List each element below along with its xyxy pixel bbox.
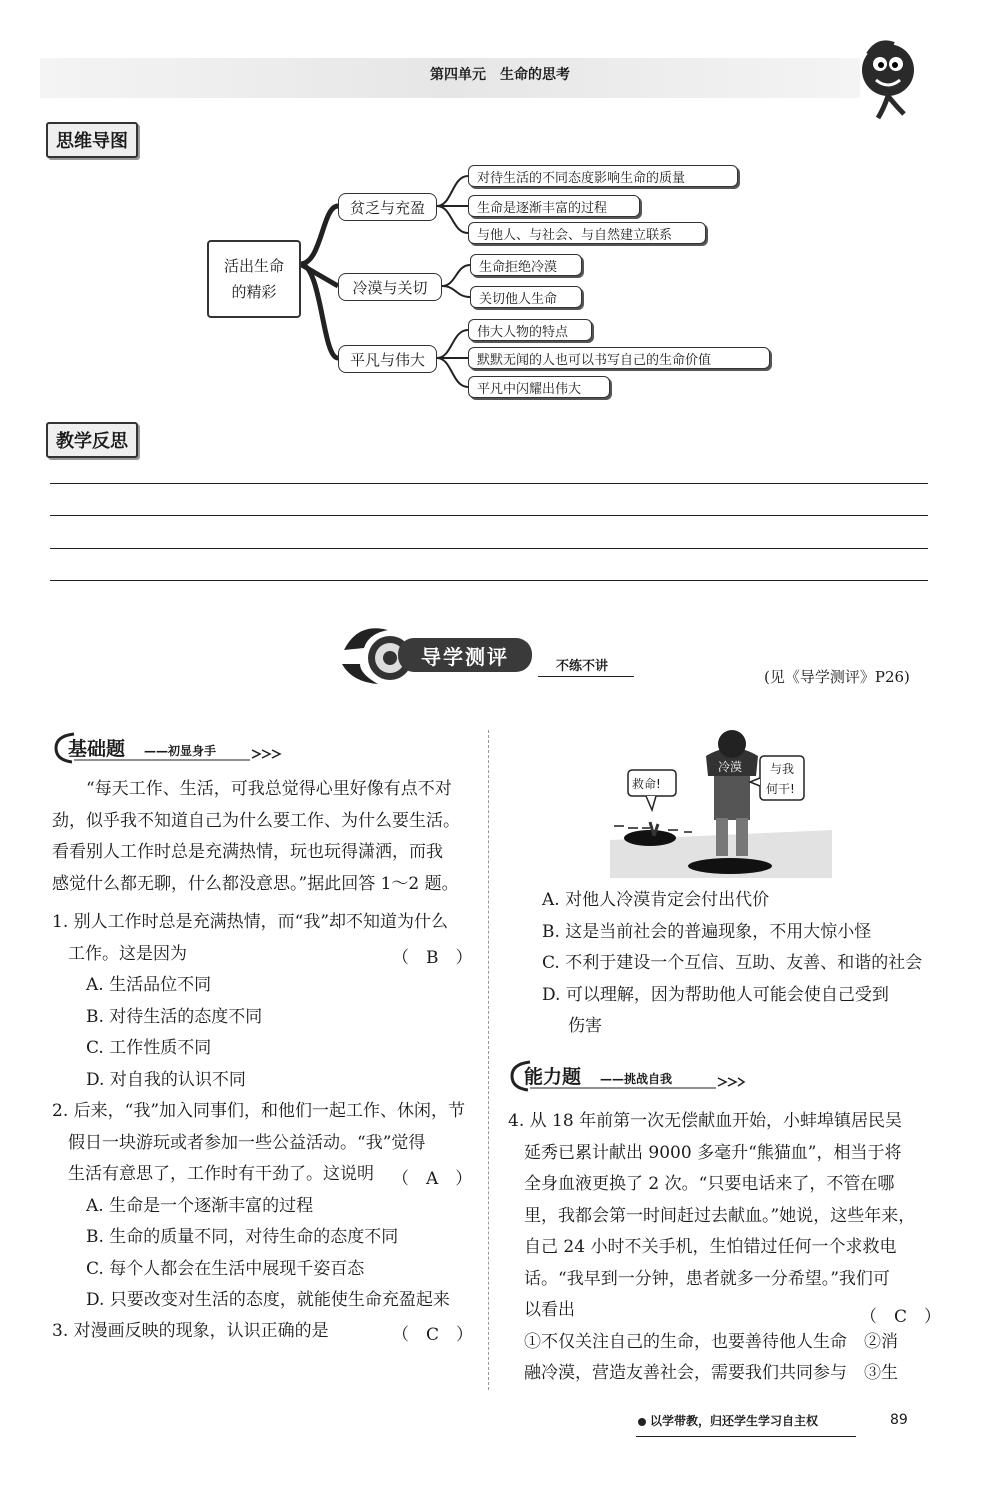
- q1-option: B. 对待生活的态度不同: [86, 1006, 263, 1027]
- cartoon-illustration: [610, 730, 832, 878]
- q4-stem-line: 4. 从 18 年前第一次无偿献血开始，小蚌埠镇居民吴: [508, 1111, 903, 1131]
- footer-rule: [636, 1436, 856, 1437]
- reflection-tag: 教学反思: [46, 422, 138, 458]
- mindmap-leaf: 平凡中闪耀出伟大: [468, 376, 610, 398]
- basic-header: [52, 730, 292, 764]
- q3-answer: （ C ）: [392, 1325, 474, 1345]
- reflection-line: [50, 580, 928, 581]
- q4-option-line: ①不仅关注自己的生命，也要善待他人生命 ②消: [524, 1331, 898, 1352]
- mindmap-root-label: 活出生命的精彩: [223, 257, 284, 301]
- mindmap-branch: [338, 345, 437, 373]
- column-divider: [488, 730, 489, 1390]
- mindmap-leaf: 关切他人生命: [470, 286, 582, 308]
- ability-header: [508, 1058, 748, 1092]
- q2-option: A. 生命是一个逐渐丰富的过程: [86, 1195, 314, 1216]
- question-3-stem: [52, 1316, 472, 1348]
- cartoon-reply-bubble-line: 何干!: [766, 782, 795, 796]
- q4-stem-line: 延秀已累计献出 9000 多毫升“熊猫血”，相当于将: [524, 1142, 902, 1163]
- mindmap-leaf: 生命拒绝冷漠: [470, 254, 582, 276]
- question-4: [508, 1106, 942, 1390]
- q4-answer: （ C ）: [860, 1307, 942, 1327]
- footer-slogan: 以学带教，归还学生学习自主权: [650, 1414, 819, 1428]
- branch-label: 平凡与伟大: [349, 350, 425, 369]
- q1-option: C. 工作性质不同: [86, 1038, 212, 1058]
- q3-stem: 3. 对漫画反映的现象，认识正确的是: [52, 1321, 329, 1341]
- question-2: [52, 1096, 472, 1317]
- banner-title-box: [398, 638, 532, 672]
- q4-stem-line: 全身血液更换了 2 次。“只要电话来了，不管在哪: [524, 1174, 895, 1194]
- footer-bullet-icon: [638, 1418, 646, 1426]
- q3-option: D. 可以理解，因为帮助他人可能会使自己受到: [542, 984, 889, 1005]
- q4-option-line: 融冷漠，营造友善社会，需要我们共同参与 ③生: [524, 1363, 898, 1383]
- intro-line: 劲，似乎我不知道自己为什么要工作、为什么要生活。: [52, 810, 460, 831]
- reflection-line: [50, 515, 928, 516]
- intro-line: 看看别人工作时总是充满热情，玩也玩得潇洒，而我: [52, 842, 443, 862]
- mindmap-branch: [338, 273, 442, 301]
- basic-subtitle: ——初显身手: [144, 744, 217, 758]
- q2-option: D. 只要改变对生活的态度，就能使生命充盈起来: [86, 1290, 450, 1310]
- q4-stem-line: 自己 24 小时不关手机，生怕错过任何一个求救电: [524, 1237, 897, 1257]
- ability-title: 能力题: [524, 1066, 582, 1088]
- mindmap-leaf: 伟大人物的特点: [468, 319, 592, 341]
- q4-stem-line: 话。“我早到一分钟，患者就多一分希望。”我们可: [524, 1268, 890, 1289]
- mindmap-leaf: 与他人、与社会、与自然建立联系: [468, 222, 706, 244]
- reflection-line: [50, 483, 928, 484]
- reflection-line: [50, 548, 928, 549]
- q4-stem-line: 以看出: [524, 1300, 575, 1320]
- banner-subtitle: 不练不讲: [556, 659, 609, 674]
- q2-stem-line: 生活有意思了，工作时有干劲了。这说明: [68, 1164, 374, 1184]
- branch-label: 贫乏与充盈: [349, 198, 425, 217]
- mindmap-root: [207, 240, 301, 318]
- q1-answer: （ B ）: [392, 948, 473, 968]
- ability-subtitle: ——挑战自我: [600, 1072, 673, 1086]
- q1-stem-line: 工作。这是因为: [68, 943, 187, 964]
- branch-label: 冷漠与关切: [352, 278, 428, 297]
- cartoon-bag-label: 冷漠: [718, 760, 743, 774]
- mindmap-tag: 思维导图: [46, 122, 138, 158]
- basic-title: 基础题: [68, 738, 126, 760]
- q2-stem-line: 假日一块游玩或者参加一些公益活动。“我”觉得: [68, 1132, 426, 1153]
- q2-option: C. 每个人都会在生活中展现千姿百态: [86, 1258, 365, 1279]
- banner-underline: [538, 676, 634, 677]
- banner-reference: (见《导学测评》P26): [764, 668, 910, 686]
- page-number: 89: [890, 1412, 908, 1428]
- q2-option: B. 生命的质量不同，对待生命的态度不同: [86, 1227, 399, 1247]
- q1-option: D. 对自我的认识不同: [86, 1069, 246, 1090]
- q3-option: B. 这是当前社会的普遍现象，不用大惊小怪: [542, 921, 872, 942]
- intro-line: 感觉什么都无聊，什么都没意思。”据此回答 1～2 题。: [52, 873, 459, 894]
- q3-option: A. 对他人冷漠肯定会付出代价: [542, 890, 770, 910]
- basic-intro: [52, 774, 460, 900]
- question-3-options: [542, 885, 942, 1043]
- mindmap-branch: [338, 193, 437, 221]
- mindmap-leaf: 对待生活的不同态度影响生命的质量: [468, 165, 738, 187]
- cartoon-help-bubble: 救命!: [632, 777, 661, 791]
- q1-option: A. 生活品位不同: [86, 975, 212, 995]
- q4-stem-line: 里，我都会第一时间赶过去献血。”她说，这些年来，: [524, 1205, 916, 1226]
- page-header-title: 第四单元 生命的思考: [430, 67, 570, 83]
- mindmap-leaf: 生命是逐渐丰富的过程: [468, 195, 640, 217]
- q1-stem-line: 1. 别人工作时总是充满热情，而“我”却不知道为什么: [52, 912, 449, 932]
- q2-answer: （ A ）: [392, 1169, 473, 1189]
- mindmap-leaf: 默默无闻的人也可以书写自己的生命价值: [468, 347, 770, 369]
- cartoon-reply-bubble-line: 与我: [770, 762, 795, 776]
- q3-option: 伤害: [568, 1016, 602, 1036]
- mascot-icon: [848, 34, 928, 124]
- question-1: [52, 907, 472, 1096]
- intro-line: “每天工作、生活，可我总觉得心里好像有点不对: [86, 779, 452, 799]
- q2-stem-line: 2. 后来，“我”加入同事们，和他们一起工作、休闲，节: [52, 1101, 466, 1121]
- q3-option: C. 不利于建设一个互信、互助、友善、和谐的社会: [542, 953, 923, 973]
- banner-title: 导学测评: [421, 644, 509, 669]
